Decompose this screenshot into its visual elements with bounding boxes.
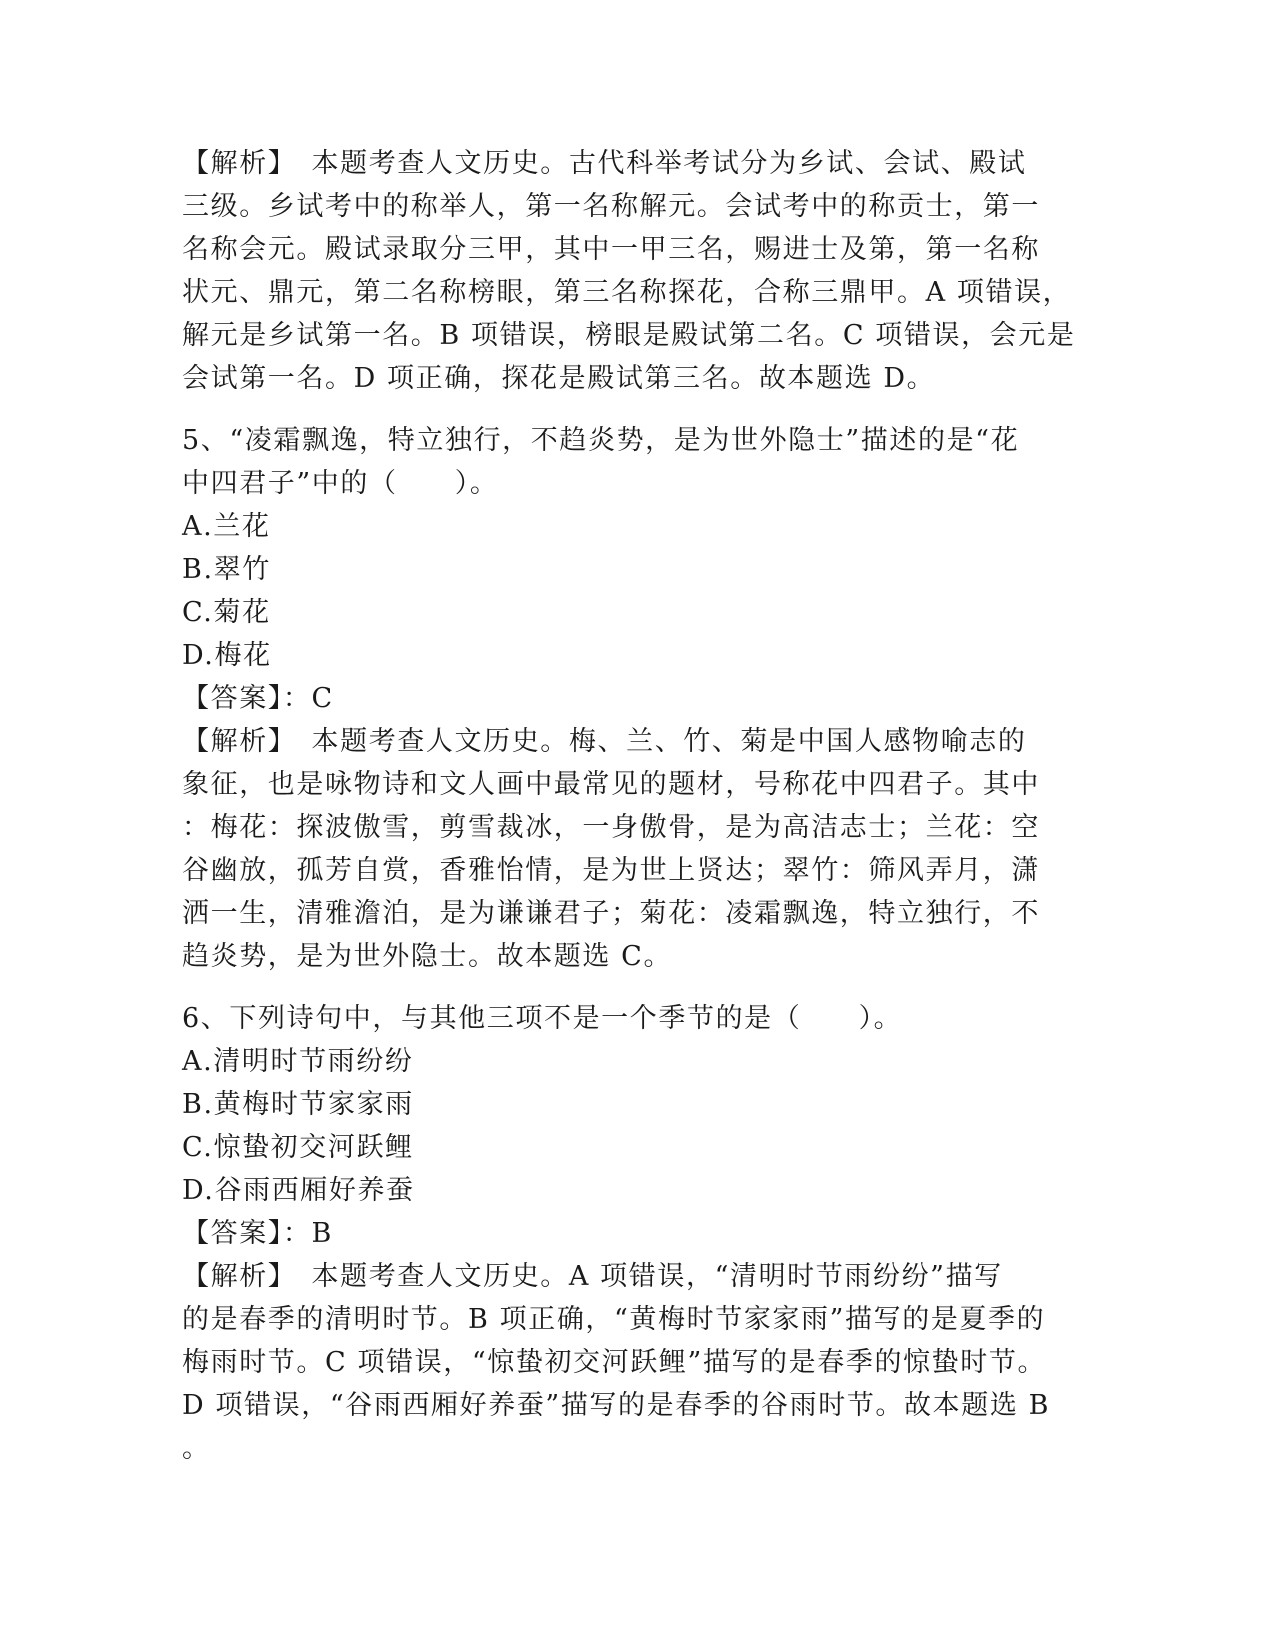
analysis-line: 解元是乡试第一名。B 项错误，榜眼是殿试第二名。C 项错误，会元是 [182, 320, 1076, 351]
answer: 【答案】：B [182, 1218, 333, 1249]
option-d: D.梅花 [182, 640, 272, 671]
option-c: C.菊花 [182, 597, 271, 628]
analysis-line: 。 [182, 1433, 211, 1464]
option-a: A.兰花 [182, 511, 271, 542]
analysis-line: 梅雨时节。C 项错误，“惊蛰初交河跃鲤”描写的是春季的惊蛰时节。 [182, 1347, 1047, 1378]
analysis-line: 会试第一名。D 项正确，探花是殿试第三名。故本题选 D。 [182, 363, 936, 394]
analysis-line: 三级。乡试考中的称举人，第一名称解元。会试考中的称贡士，第一 [182, 191, 1040, 222]
spacer [182, 400, 1082, 419]
answer: 【答案】：C [182, 683, 334, 714]
spacer [182, 978, 1082, 997]
option-b: B.翠竹 [182, 554, 271, 585]
document-page [182, 142, 1082, 1470]
analysis-line: 【解析】 本题考查人文历史。古代科举考试分为乡试、会试、殿试 [182, 148, 1027, 179]
prev-analysis [182, 142, 1082, 400]
analysis-line: 的是春季的清明时节。B 项正确，“黄梅时节家家雨”描写的是夏季的 [182, 1304, 1046, 1335]
analysis-line: 状元、鼎元，第二名称榜眼，第三名称探花，合称三鼎甲。A 项错误， [182, 277, 1072, 308]
question-stem: 6、下列诗句中，与其他三项不是一个季节的是（ ）。 [182, 1003, 903, 1034]
question-stem: 5、“凌霜飘逸，特立独行，不趋炎势，是为世外隐士”描述的是“花 [182, 425, 1020, 456]
option-c: C.惊蛰初交河跃鲤 [182, 1132, 414, 1163]
option-a: A.清明时节雨纷纷 [182, 1046, 414, 1077]
option-d: D.谷雨西厢好养蚕 [182, 1175, 415, 1206]
analysis-line: 【解析】 本题考查人文历史。梅、兰、竹、菊是中国人感物喻志的 [182, 726, 1027, 757]
question-5 [182, 419, 1082, 978]
analysis-line: 【解析】 本题考查人文历史。A 项错误，“清明时节雨纷纷”描写 [182, 1261, 1003, 1292]
option-b: B.黄梅时节家家雨 [182, 1089, 414, 1120]
analysis-line: 谷幽放，孤芳自赏，香雅怡情，是为世上贤达；翠竹：筛风弄月，潇 [182, 855, 1040, 886]
analysis-line: ：梅花：探波傲雪，剪雪裁冰，一身傲骨，是为高洁志士；兰花：空 [182, 812, 1040, 843]
question-stem: 中四君子”中的（ ）。 [182, 468, 499, 499]
analysis-line: 洒一生，清雅澹泊，是为谦谦君子；菊花：凌霜飘逸，特立独行，不 [182, 898, 1040, 929]
analysis-line: 象征，也是咏物诗和文人画中最常见的题材，号称花中四君子。其中 [182, 769, 1040, 800]
question-6 [182, 997, 1082, 1470]
analysis-line: 趋炎势，是为世外隐士。故本题选 C。 [182, 941, 673, 972]
analysis-line: D 项错误，“谷雨西厢好养蚕”描写的是春季的谷雨时节。故本题选 B [182, 1390, 1051, 1421]
analysis-line: 名称会元。殿试录取分三甲，其中一甲三名，赐进士及第，第一名称 [182, 234, 1040, 265]
